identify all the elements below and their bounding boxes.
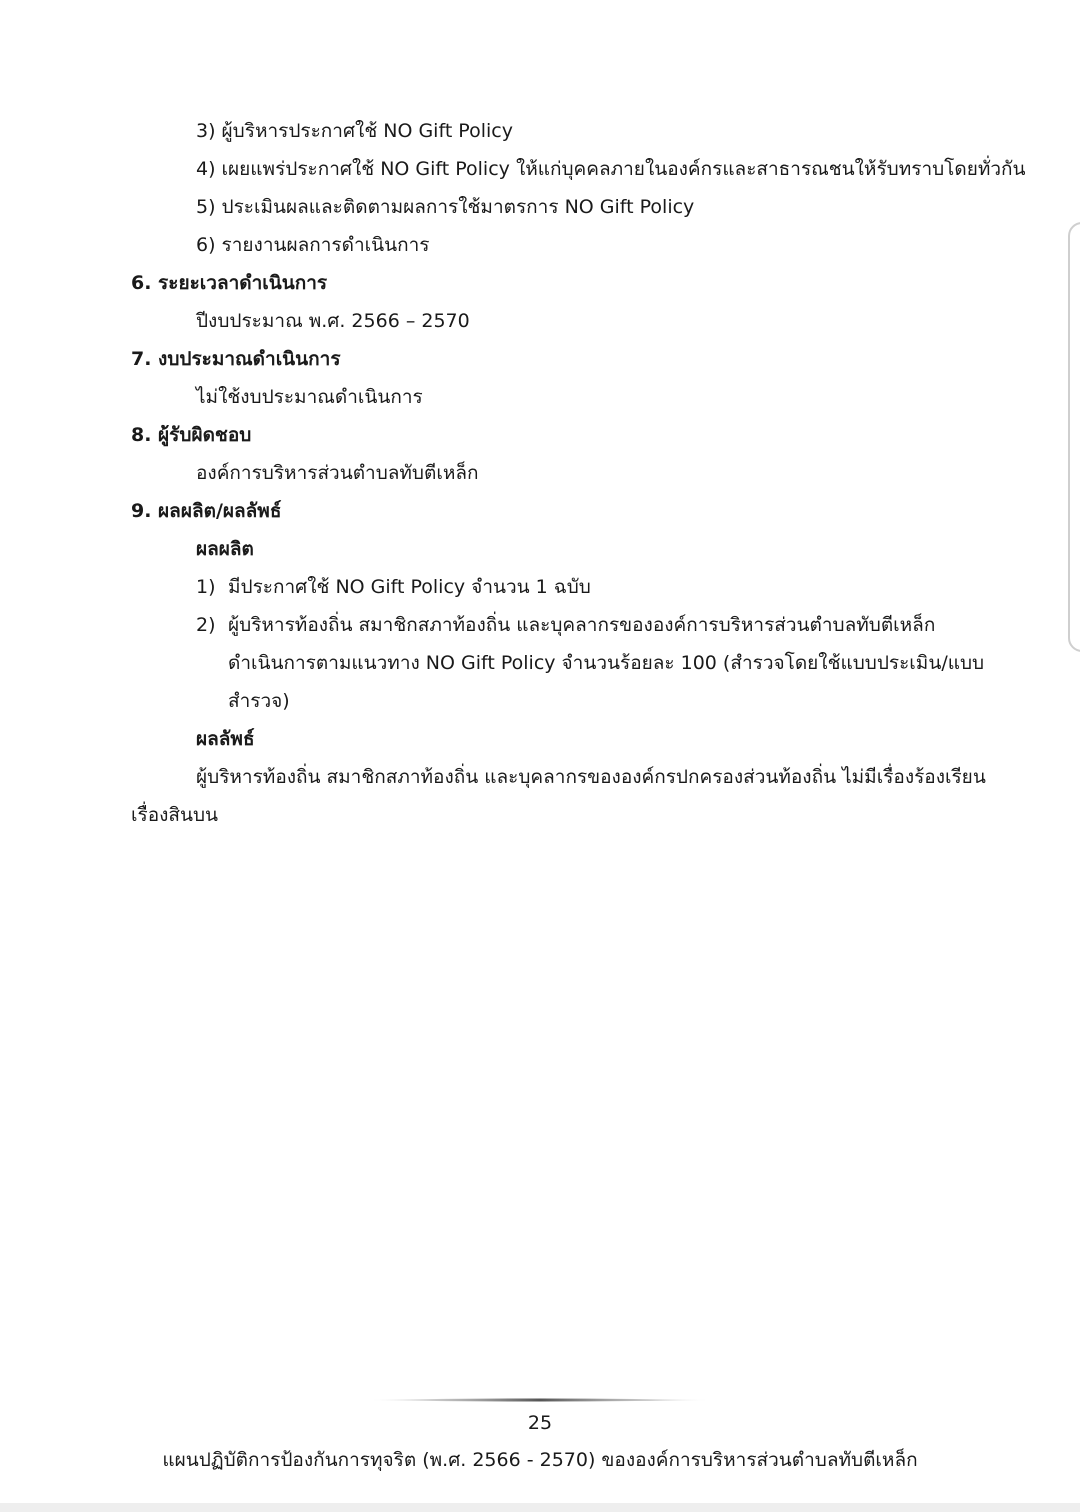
section-7-heading: 7. งบประมาณดำเนินการ	[131, 348, 341, 370]
outcome-line-1: ผู้บริหารท้องถิ่น สมาชิกสภาท้องถิ่น และบุคลากรขององค์กรปกครองส่วนท้องถิ่น ไม่มีเรื่องร้องเรียน	[196, 766, 986, 788]
step-3: 3) ผู้บริหารประกาศใช้ NO Gift Policy	[196, 120, 513, 142]
side-scroll-handle[interactable]	[1068, 222, 1080, 652]
section-7-body: ไม่ใช้งบประมาณดำเนินการ	[196, 386, 423, 408]
output-2-line-1: ผู้บริหารท้องถิ่น สมาชิกสภาท้องถิ่น และบุคลากรขององค์การบริหารส่วนตำบลทับตีเหล็ก	[228, 614, 936, 636]
section-6-heading: 6. ระยะเวลาดำเนินการ	[131, 272, 328, 294]
section-9-heading: 9. ผลผลิต/ผลลัพธ์	[131, 500, 282, 522]
step-5: 5) ประเมินผลและติดตามผลการใช้มาตรการ NO Gift Policy	[196, 196, 695, 218]
section-8-body: องค์การบริหารส่วนตำบลทับตีเหล็ก	[196, 462, 479, 484]
outcomes-heading: ผลลัพธ์	[196, 728, 255, 750]
page-number: 25	[527, 1412, 553, 1434]
footer-text: แผนปฏิบัติการป้องกันการทุจริต (พ.ศ. 2566 - 2570) ขององค์การบริหารส่วนตำบลทับตีเหล็ก	[162, 1449, 918, 1471]
output-1-text: มีประกาศใช้ NO Gift Policy จำนวน 1 ฉบับ	[228, 576, 591, 598]
output-2-number: 2)	[196, 614, 216, 636]
bottom-edge	[0, 1503, 1080, 1512]
section-6-body: ปีงบประมาณ พ.ศ. 2566 – 2570	[196, 310, 470, 332]
output-1-number: 1)	[196, 576, 216, 598]
output-2-line-3: สำรวจ)	[228, 690, 290, 712]
outcome-line-2: เรื่องสินบน	[131, 804, 219, 826]
step-4: 4) เผยแพร่ประกาศใช้ NO Gift Policy ให้แก่บุคคลภายในองค์กรและสาธารณชนให้รับทราบโดยทั่วกัน	[196, 158, 1026, 180]
section-8-heading: 8. ผู้รับผิดชอบ	[131, 424, 252, 446]
step-6: 6) รายงานผลการดำเนินการ	[196, 234, 430, 256]
outputs-heading: ผลผลิต	[196, 538, 254, 560]
output-2-line-2: ดำเนินการตามแนวทาง NO Gift Policy จำนวนร้อยละ 100 (สำรวจโดยใช้แบบประเมิน/แบบ	[228, 652, 985, 674]
footer-divider	[370, 1397, 710, 1403]
